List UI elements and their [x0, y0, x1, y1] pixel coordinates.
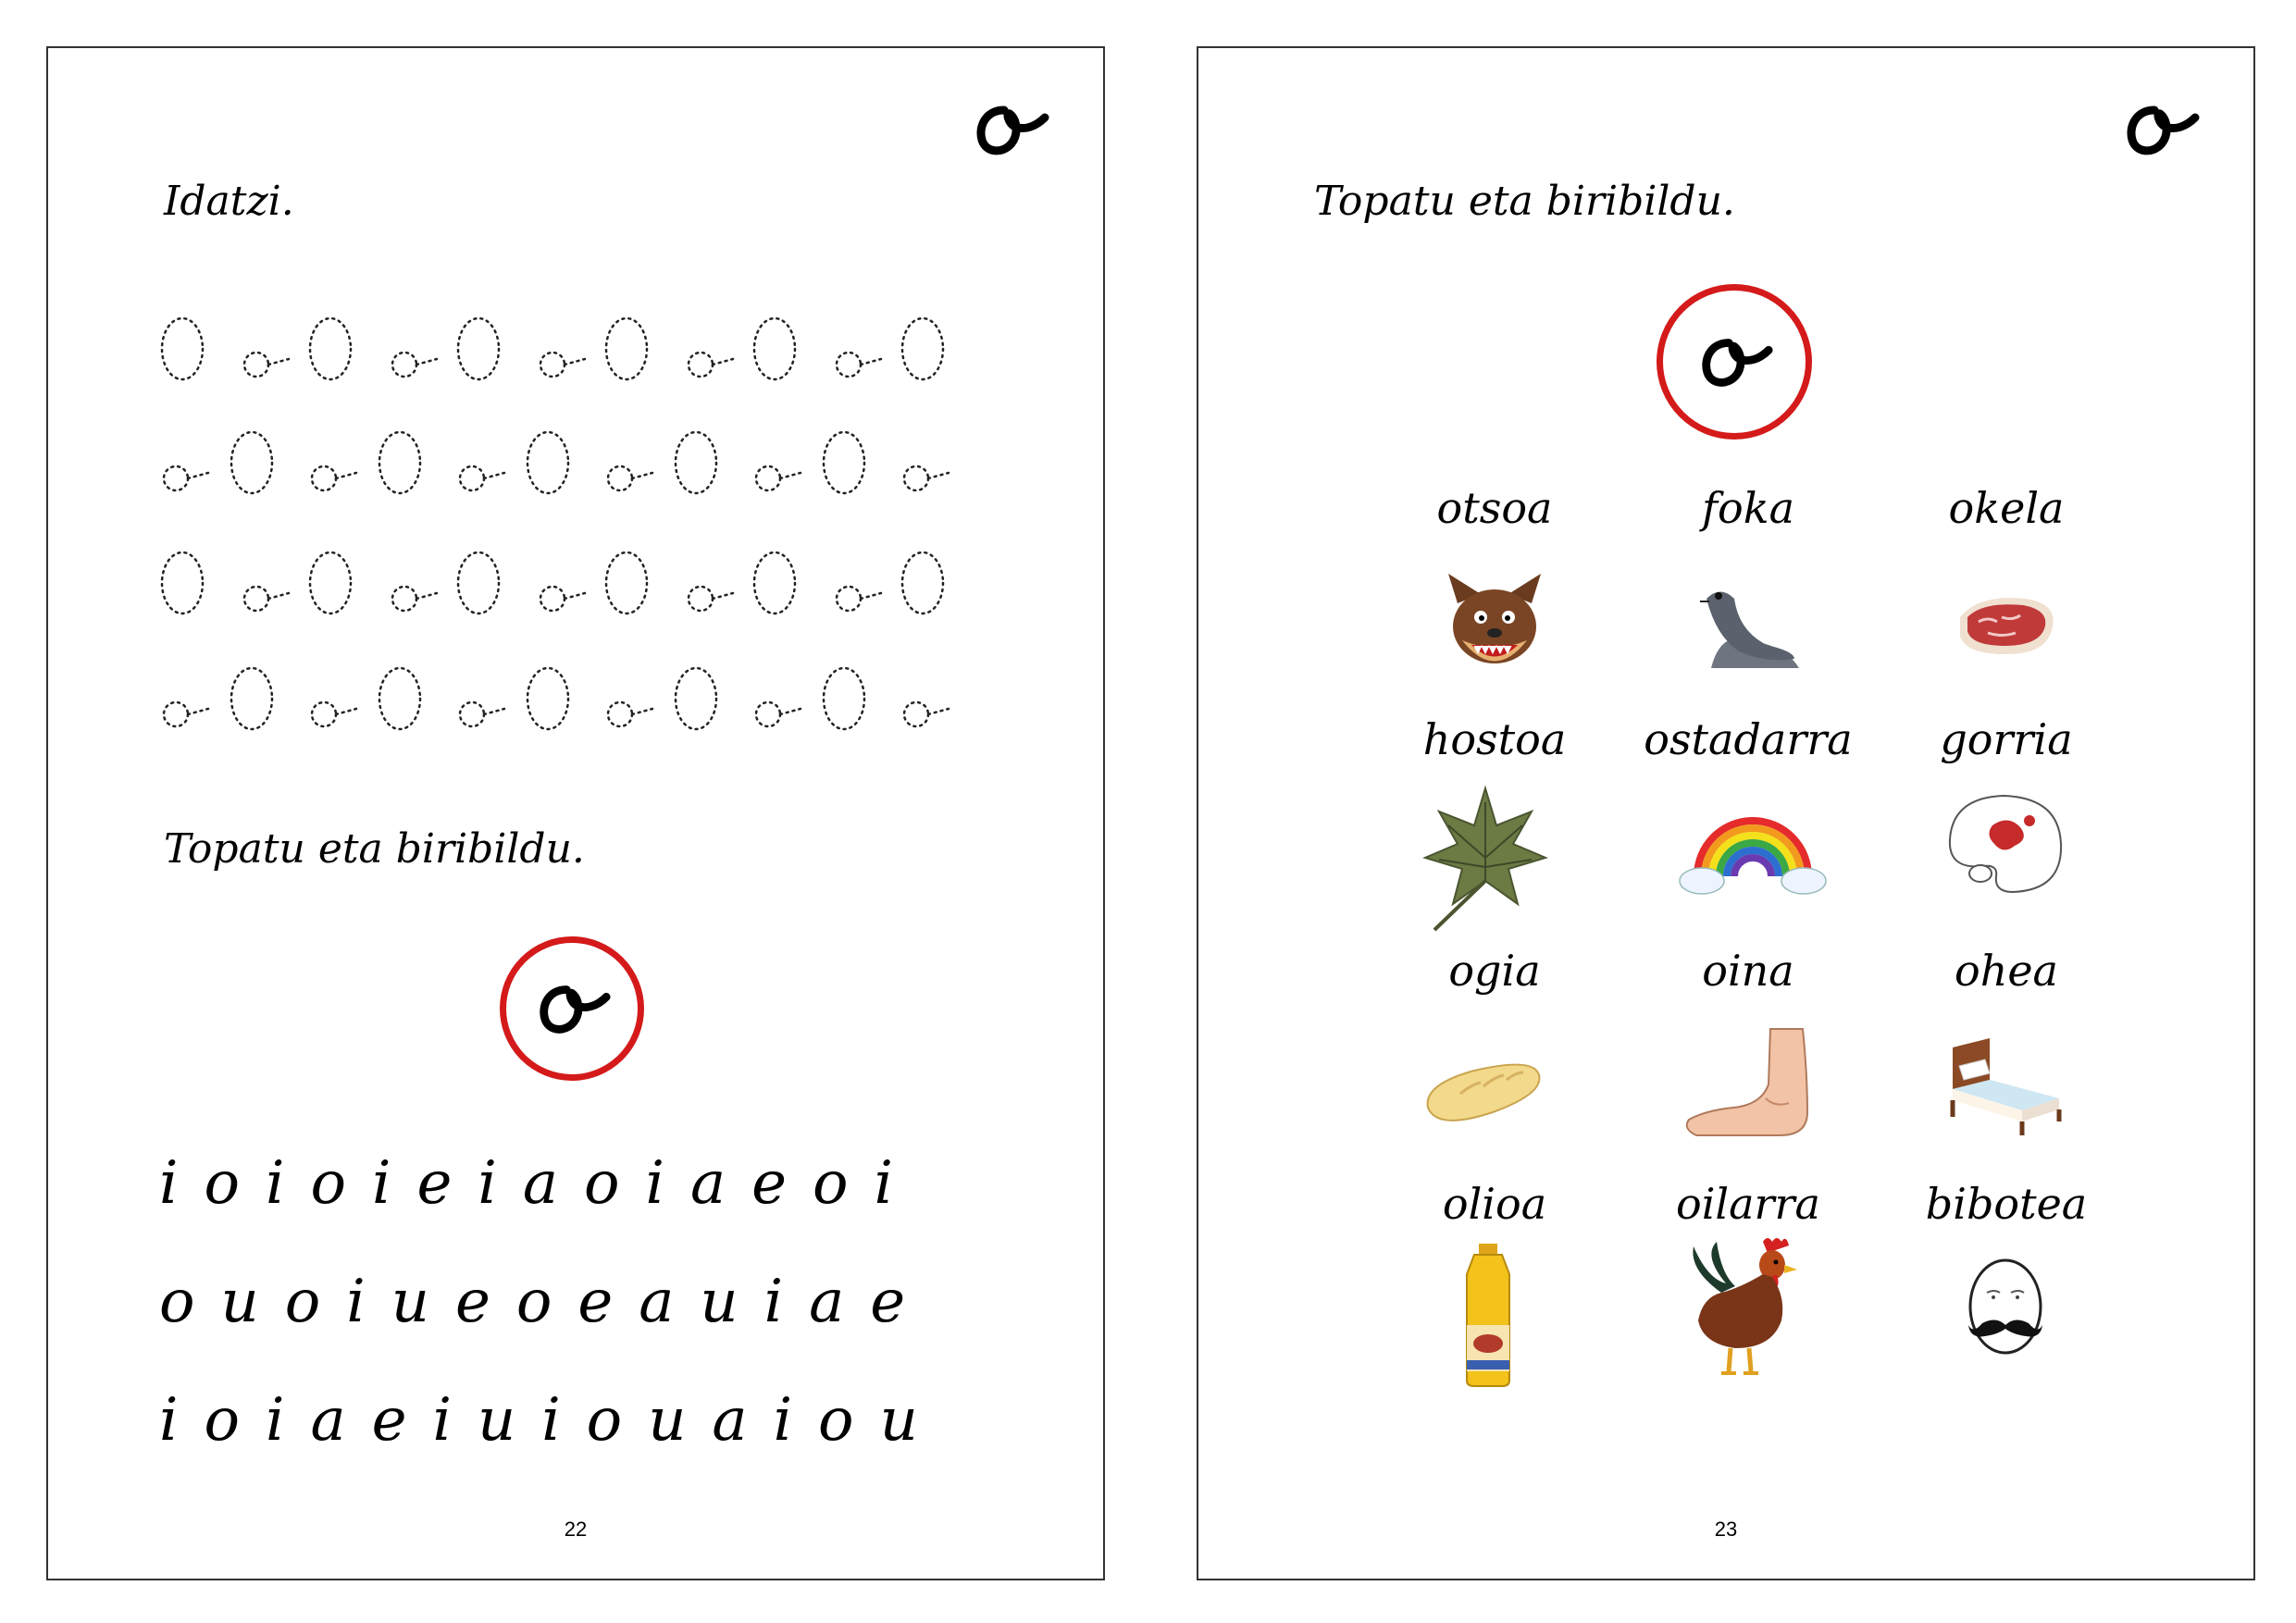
- letter-cell[interactable]: u: [220, 1268, 259, 1336]
- letter-cell[interactable]: i: [266, 1386, 285, 1455]
- wolf-icon: [1430, 566, 1559, 687]
- word-label[interactable]: ohea: [1955, 946, 2058, 996]
- letter-cell[interactable]: i: [541, 1386, 561, 1455]
- letter-cell[interactable]: o: [583, 1149, 620, 1218]
- letter-cell[interactable]: i: [266, 1149, 285, 1218]
- worksheet-page-right: [1197, 46, 2255, 1580]
- paint-palette-icon: [1939, 788, 2068, 909]
- letter-cell[interactable]: a: [522, 1149, 558, 1218]
- letter-cell[interactable]: e: [751, 1149, 787, 1218]
- letter-cell[interactable]: e: [870, 1268, 906, 1336]
- rainbow-icon: [1679, 788, 1827, 909]
- letter-row-1: [159, 1149, 1011, 1218]
- letter-cell[interactable]: i: [159, 1386, 179, 1455]
- mustache-icon: [1959, 1251, 2052, 1381]
- letter-cell[interactable]: e: [371, 1386, 407, 1455]
- letter-cell[interactable]: i: [763, 1268, 784, 1336]
- letter-cell[interactable]: i: [372, 1149, 391, 1218]
- tracing-exercise[interactable]: [159, 298, 1011, 761]
- letter-cell[interactable]: i: [478, 1149, 497, 1218]
- seal-icon: [1683, 566, 1813, 687]
- letter-cell[interactable]: u: [391, 1268, 429, 1336]
- letter-cell[interactable]: i: [773, 1386, 793, 1455]
- word-label[interactable]: ostadarra: [1644, 714, 1853, 764]
- bed-icon: [1939, 1029, 2068, 1149]
- letter-cell[interactable]: i: [645, 1149, 664, 1218]
- word-label[interactable]: oina: [1702, 946, 1794, 996]
- letter-cell[interactable]: a: [712, 1386, 748, 1455]
- letter-cell[interactable]: u: [879, 1386, 918, 1455]
- worksheet-page-left: [46, 46, 1105, 1580]
- foot-icon: [1678, 1020, 1826, 1149]
- word-label[interactable]: foka: [1701, 483, 1795, 533]
- word-label[interactable]: hostoa: [1422, 714, 1567, 764]
- letter-cell[interactable]: a: [310, 1386, 346, 1455]
- leaf-icon: [1421, 784, 1550, 932]
- letter-cell[interactable]: o: [204, 1386, 240, 1455]
- word-label[interactable]: gorria: [1940, 714, 2073, 764]
- cursive-o-icon: [1694, 331, 1776, 396]
- letter-row-2: [159, 1268, 1011, 1336]
- target-letter-badge: [500, 936, 644, 1081]
- word-label[interactable]: oilarra: [1676, 1179, 1820, 1229]
- letter-cell[interactable]: i: [346, 1268, 366, 1336]
- letter-cell[interactable]: a: [639, 1268, 675, 1336]
- cursive-o-corner-icon: [2119, 99, 2203, 164]
- letter-row-3: [159, 1386, 1011, 1455]
- letter-cell[interactable]: i: [159, 1149, 179, 1218]
- cursive-o-icon: [532, 978, 614, 1043]
- letter-cell[interactable]: u: [648, 1386, 687, 1455]
- letter-cell[interactable]: o: [310, 1149, 346, 1218]
- target-letter-badge: [1657, 284, 1812, 440]
- word-label[interactable]: ogia: [1448, 946, 1541, 996]
- letter-cell[interactable]: o: [818, 1386, 854, 1455]
- bread-icon: [1419, 1029, 1548, 1149]
- letter-cell[interactable]: o: [204, 1149, 240, 1218]
- page-number: 23: [1714, 1518, 1738, 1541]
- letter-cell[interactable]: e: [577, 1268, 614, 1336]
- word-label[interactable]: otsoa: [1436, 483, 1553, 533]
- letter-cell[interactable]: o: [813, 1149, 849, 1218]
- letter-cell[interactable]: u: [700, 1268, 738, 1336]
- letter-cell[interactable]: e: [454, 1268, 490, 1336]
- letter-cell[interactable]: a: [689, 1149, 726, 1218]
- letter-cell[interactable]: o: [586, 1386, 623, 1455]
- letter-cell[interactable]: o: [159, 1268, 195, 1336]
- letter-cell[interactable]: a: [809, 1268, 845, 1336]
- letter-cell[interactable]: i: [432, 1386, 452, 1455]
- letter-cell[interactable]: u: [477, 1386, 516, 1455]
- word-label[interactable]: bibotea: [1925, 1179, 2088, 1229]
- page-number: 22: [564, 1518, 588, 1541]
- letter-cell[interactable]: e: [416, 1149, 453, 1218]
- instruction-find-and-circle: Topatu eta biribildu.: [1314, 178, 1735, 225]
- instruction-find-and-circle: Topatu eta biribildu.: [164, 825, 585, 873]
- word-label[interactable]: okela: [1948, 483, 2065, 533]
- letter-cell[interactable]: o: [515, 1268, 552, 1336]
- word-label[interactable]: olioa: [1442, 1179, 1547, 1229]
- meat-icon: [1942, 566, 2071, 687]
- oil-bottle-icon: [1446, 1242, 1530, 1390]
- letter-cell[interactable]: o: [284, 1268, 321, 1336]
- instruction-write: Idatzi.: [164, 178, 294, 225]
- letter-cell[interactable]: i: [874, 1149, 893, 1218]
- cursive-o-corner-icon: [969, 99, 1052, 164]
- rooster-icon: [1684, 1233, 1814, 1381]
